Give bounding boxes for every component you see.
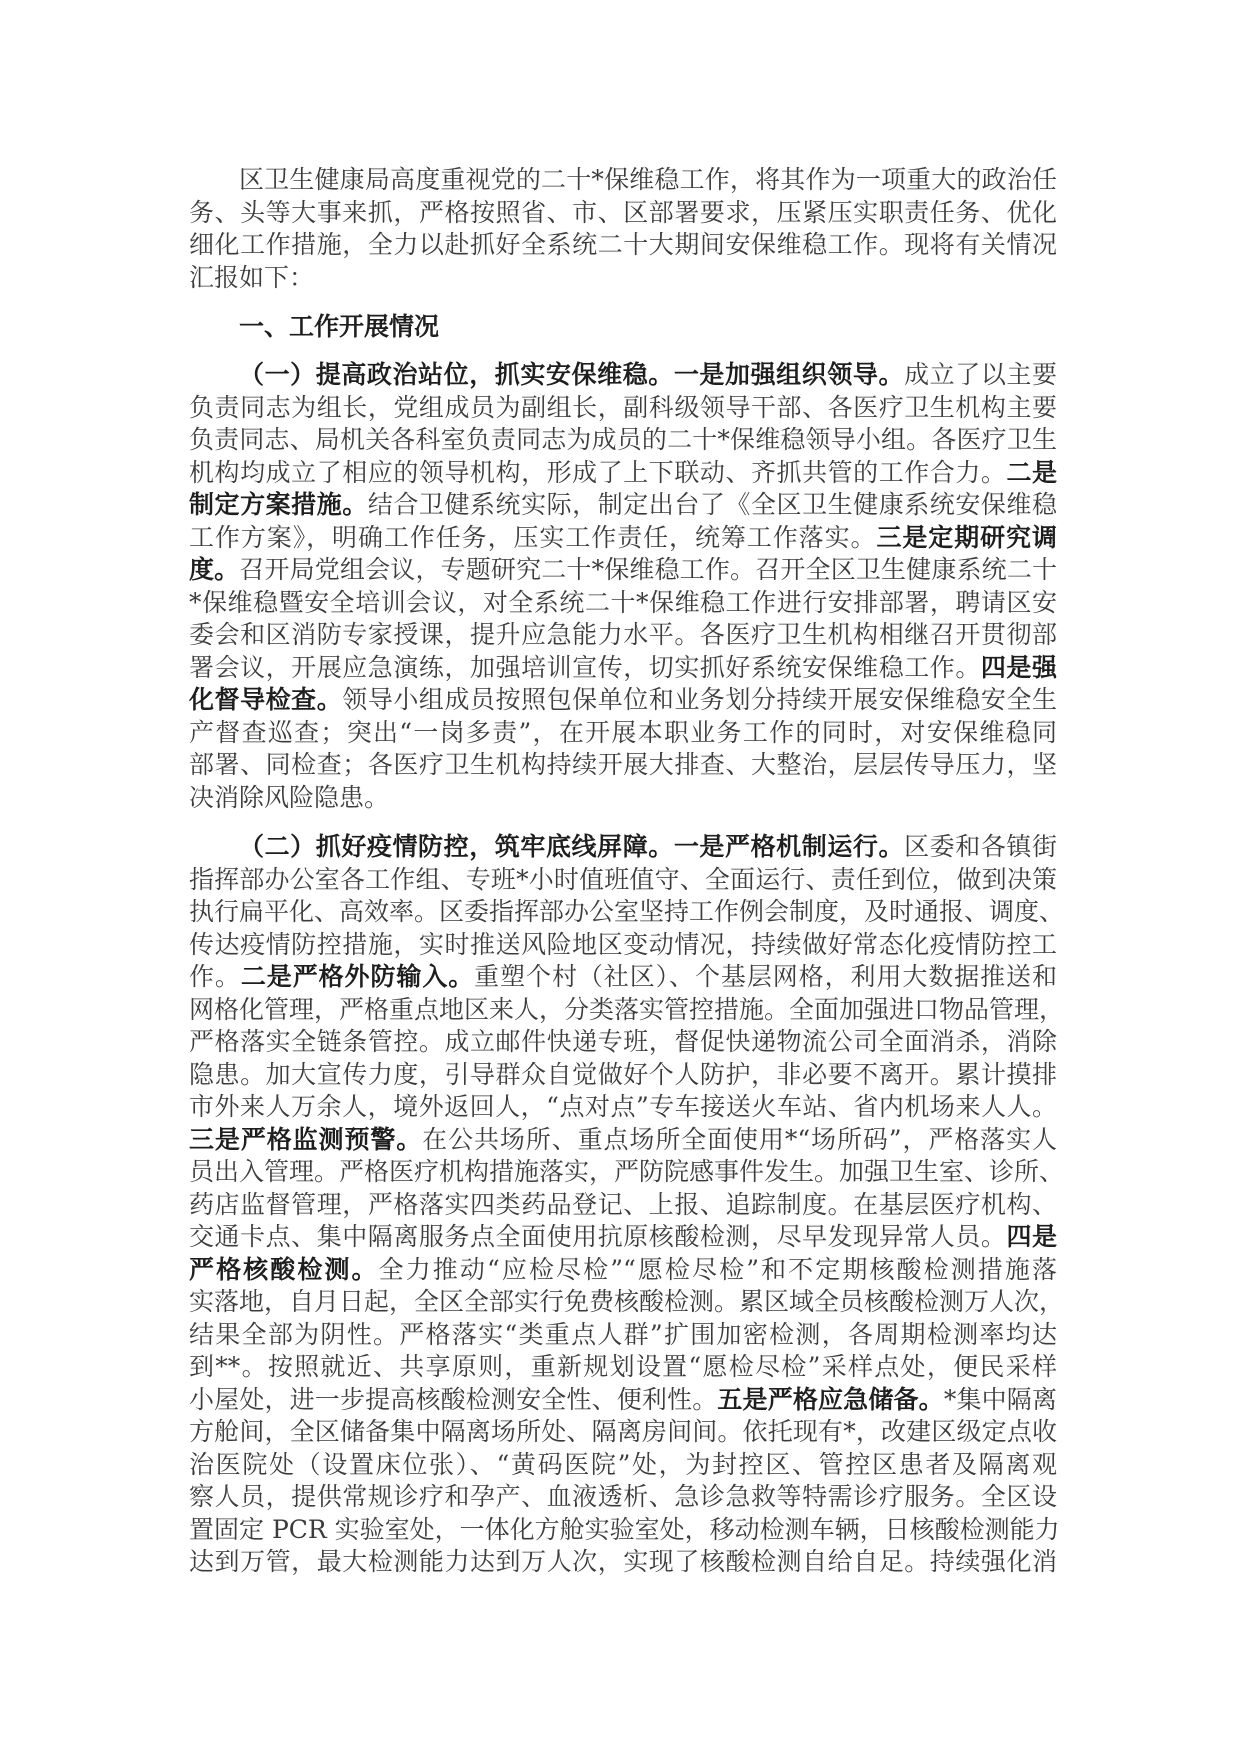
body-text: *集中隔离 <box>943 1384 1057 1414</box>
text-line <box>189 522 1057 555</box>
body-text: 机构均成立了相应的领导机构，形成了上下联动、齐抓共管的工作合力。 <box>189 457 1007 487</box>
text-line <box>189 831 1057 864</box>
section-two-paragraph <box>189 831 1065 1579</box>
body-text: 结合卫健系统实际，制定出台了《全区卫生健康系统安保维稳 <box>367 490 1057 519</box>
text-line <box>189 489 1057 522</box>
body-text: 察人员，提供常规诊疗和孕产、血液透析、急诊急救等特需诊疗服务。全区设 <box>189 1482 1057 1511</box>
body-text: 委会和区消防专家授课，提升应急能力水平。各医疗卫生机构相继召开贯彻部 <box>189 620 1057 649</box>
text-line <box>189 1189 1057 1222</box>
bold-text: 五是严格应急储备。 <box>717 1384 944 1414</box>
bold-text: 度。 <box>189 555 240 584</box>
body-text: 务、头等大事来抓，严格按照省、市、区部署要求，压紧压实职责任务、优化 <box>189 197 1057 227</box>
body-text: 作。 <box>189 962 241 991</box>
text-line <box>189 554 1057 587</box>
section-heading-text: 一、工作开展情况 <box>239 312 440 341</box>
text-line <box>189 197 1057 230</box>
text-line <box>189 164 1057 197</box>
text-line <box>189 587 1057 620</box>
body-text: 达到万管，最大检测能力达到万人次，实现了核酸检测自给自足。持续强化消 <box>189 1547 1057 1576</box>
text-line <box>189 1254 1057 1287</box>
section-heading <box>189 311 1057 344</box>
text-line <box>189 1384 1057 1417</box>
body-text: 市外来人万余人，境外返回人，“点对点”专车接送火车站、省内机场来人人。 <box>189 1092 1057 1121</box>
text-line <box>189 1416 1057 1449</box>
bold-text: 四是 <box>1006 1222 1057 1251</box>
bold-text: （一）提高政治站位，抓实安保维稳。一是加强组织领导。 <box>239 360 905 389</box>
text-line <box>189 1059 1057 1092</box>
section-one-paragraph <box>189 359 1057 814</box>
intro-paragraph <box>189 164 1057 294</box>
bold-text: 二是 <box>1006 457 1057 487</box>
body-text: 药店监督管理，严格落实四类药品登记、上报、追踪制度。在基层医疗机构、 <box>189 1189 1057 1219</box>
bold-text: 二是严格外防输入。 <box>240 962 475 991</box>
text-line <box>189 619 1057 652</box>
body-text: 小屋处，进一步提高核酸检测安全性、便利性。 <box>189 1384 718 1414</box>
text-line <box>189 262 1057 295</box>
body-text: 全力推动“应检尽检”“愿检尽检”和不定期核酸检测措施落 <box>378 1254 1057 1284</box>
text-line <box>189 1319 1057 1352</box>
body-text: 结果全部为阴性。严格落实“类重点人群”扩围加密检测，各周期检测率均达 <box>189 1319 1057 1349</box>
body-text: 产督查巡查；突出“一岗多责”，在开展本职业务工作的同时，对安保维稳同 <box>189 717 1057 747</box>
text-line <box>189 424 1057 457</box>
text-line <box>189 457 1057 490</box>
text-line <box>189 229 1057 262</box>
text-line <box>189 1221 1057 1254</box>
body-text: 区卫生健康局高度重视党的二十*保维稳工作，将其作为一项重大的政治任 <box>239 165 1057 194</box>
text-line <box>189 864 1057 897</box>
body-text: 负责同志为组长，党组成员为副组长，副科级领导干部、各医疗卫生机构主要 <box>189 392 1057 422</box>
text-line <box>189 782 1057 815</box>
text-line <box>189 392 1057 425</box>
text-line <box>189 1286 1065 1319</box>
text-line <box>189 1481 1057 1514</box>
body-text: 传达疫情防控措施，实时推送风险地区变动情况，持续做好常态化疫情防控工 <box>189 929 1057 959</box>
text-line <box>189 359 1057 392</box>
body-text: 领导小组成员按照包保单位和业务划分持续开展安保维稳安全生 <box>342 685 1057 714</box>
body-text: 在公共场所、重点场所全面使用*“场所码”，严格落实人 <box>422 1124 1057 1154</box>
text-line <box>189 652 1057 685</box>
body-text: 指挥部办公室各工作组、专班*小时值班值守、全面运行、责任到位，做到决策 <box>189 864 1057 894</box>
text-line <box>189 1026 1057 1059</box>
text-line <box>189 1449 1057 1482</box>
body-text: 到**。按照就近、共享原则，重新规划设置“愿检尽检”采样点处，便民采样 <box>189 1352 1057 1381</box>
bold-text: 制定方案措施。 <box>189 490 368 519</box>
body-text: 汇报如下： <box>189 262 315 292</box>
body-text: 置固定 PCR 实验室处，一体化方舱实验室处，移动检测车辆，日核酸检测能力 <box>189 1514 1060 1544</box>
body-text: 执行扁平化、高效率。区委指挥部办公室坚持工作例会制度，及时通报、调度、 <box>189 897 1065 926</box>
text-line <box>189 717 1057 750</box>
text-line <box>189 1546 1057 1579</box>
body-text: 实落地，自月日起，全区全部实行免费核酸检测。累区域全员核酸检测万人次， <box>189 1287 1065 1316</box>
text-line <box>189 961 1057 994</box>
body-text: 成立了以主要 <box>904 360 1057 389</box>
bold-text: 三是定期研究调 <box>876 522 1057 552</box>
body-text: 治医院处（设置床位张）、“黄码医院”处，为封控区、管控区患者及隔离观 <box>189 1449 1057 1479</box>
body-text: 召开局党组会议，专题研究二十*保维稳工作。召开全区卫生健康系统二十 <box>239 555 1057 584</box>
body-text: 交通卡点、集中隔离服务点全面使用抗原核酸检测，尽早发现异常人员。 <box>189 1222 1007 1251</box>
body-text: 负责同志、局机关各科室负责同志为成员的二十*保维稳领导小组。各医疗卫生 <box>189 425 1057 454</box>
text-line <box>189 929 1057 962</box>
text-line <box>189 1156 1065 1189</box>
body-text: 严格落实全链条管控。成立邮件快递专班，督促快递物流公司全面消杀，消除 <box>189 1027 1057 1056</box>
text-line <box>189 1091 1057 1124</box>
text-line <box>189 749 1057 782</box>
body-text: 工作方案》，明确工作任务，压实工作责任，统筹工作落实。 <box>189 522 877 552</box>
bold-text: 四是强 <box>980 652 1057 682</box>
body-text: *保维稳暨安全培训会议，对全系统二十*保维稳工作进行安排部署，聘请区安 <box>189 587 1057 617</box>
text-line <box>189 896 1065 929</box>
text-line <box>189 1124 1057 1157</box>
body-text: 署会议，开展应急演练，加强培训宣传，切实抓好系统安保维稳工作。 <box>189 652 981 682</box>
bold-text: 严格核酸检测。 <box>189 1254 379 1284</box>
text-line <box>189 684 1057 717</box>
body-text: 网格化管理，严格重点地区来人，分类落实管控措施。全面加强进口物品管理， <box>189 994 1065 1024</box>
body-text: 员出入管理。严格医疗机构措施落实，严防院感事件发生。加强卫生室、诊所、 <box>189 1157 1065 1186</box>
body-text: 部署、同检查；各医疗卫生机构持续开展大排查、大整治，层层传导压力，坚 <box>189 750 1057 779</box>
body-text: 决消除风险隐患。 <box>189 782 390 812</box>
text-line <box>189 1514 1060 1547</box>
body-text: 区委和各镇街 <box>904 832 1057 861</box>
body-text: 隐患。加大宣传力度，引导群众自觉做好个人防护，非必要不离开。累计摸排 <box>189 1059 1057 1089</box>
text-line <box>189 994 1065 1027</box>
bold-text: 化督导检查。 <box>189 685 343 714</box>
text-line <box>189 1351 1057 1384</box>
body-text: 细化工作措施，全力以赴抓好全系统二十大期间安保维稳工作。现将有关情况 <box>189 230 1057 259</box>
body-text: 方舱间，全区储备集中隔离场所处、隔离房间间。依托现有*，改建区级定点收 <box>189 1417 1057 1446</box>
bold-text: （二）抓好疫情防控，筑牢底线屏障。一是严格机制运行。 <box>239 832 905 861</box>
body-text: 重塑个村（社区）、个基层网格，利用大数据推送和 <box>474 962 1057 991</box>
bold-text: 三是严格监测预警。 <box>189 1124 423 1154</box>
